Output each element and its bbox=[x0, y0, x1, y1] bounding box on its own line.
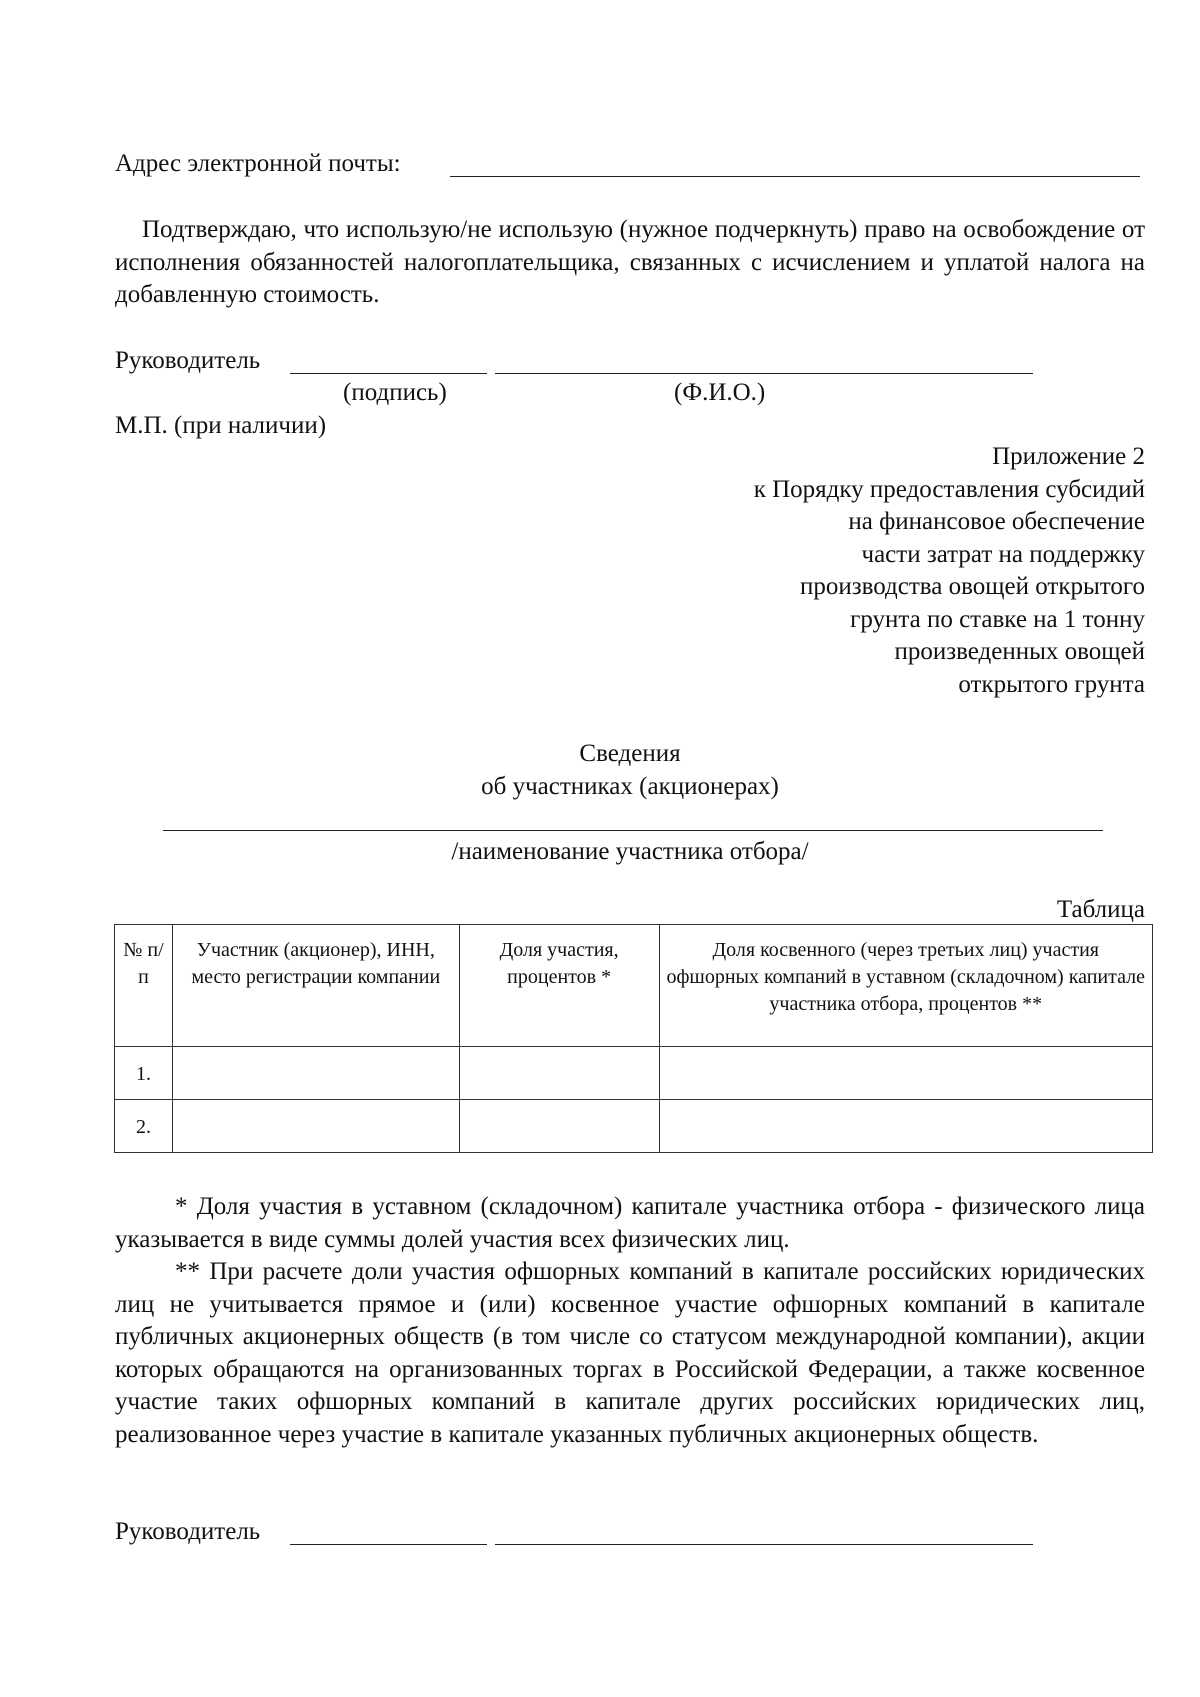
table-caption: Таблица bbox=[1056, 896, 1145, 923]
appendix-line: произведенных овощей bbox=[894, 638, 1145, 665]
appendix-line: открытого грунта bbox=[958, 670, 1145, 698]
name-line-top bbox=[495, 373, 1033, 374]
participants-table bbox=[114, 924, 1153, 1153]
appendix-line: грунта по ставке на 1 тонну bbox=[850, 605, 1145, 633]
email-label: Адрес электронной почты: bbox=[115, 150, 401, 177]
share-cell bbox=[459, 1100, 659, 1153]
participant-cell bbox=[172, 1100, 459, 1153]
offshore-share-cell bbox=[659, 1100, 1152, 1153]
signature-line-top bbox=[290, 373, 487, 374]
confirmation-paragraph: Подтверждаю, что использую/не использую (нужное подчеркнуть) право на освобождение от исполнения обязанностей налогоплательщика, связанных с исчислением и уплатой налога на добавленную стоимость. bbox=[115, 216, 1145, 308]
participant-cell bbox=[172, 1047, 459, 1100]
appendix-line: на финансовое обеспечение bbox=[848, 508, 1145, 535]
footnote-2: ** При расчете доли участия офшорных компаний в капитале российских юридических лиц не учитывается прямое и (или) косвенное участие офшорных компаний в капитале публичных акционерных обществ (в том числе со статусом международной компании), акции которых обращаются на организованных торгах в Российской Федерации, а также косвенное участие таких офшорных компаний в капитале других российских юридических лиц, реализованное через участие в капитале указанных публичных акционерных обществ. bbox=[115, 1258, 1145, 1448]
email-field-line bbox=[450, 176, 1140, 177]
column-header-share: Доля участия, процентов * bbox=[459, 925, 659, 1047]
footnote-1: * Доля участия в уставном (складочном) капитале участника отбора - физического лица указывается в виде суммы долей участия всех физических лиц. bbox=[115, 1193, 1145, 1253]
name-line-bottom bbox=[495, 1544, 1033, 1545]
table-row bbox=[115, 1100, 1153, 1153]
share-cell bbox=[459, 1047, 659, 1100]
column-header-participant: Участник (акционер), ИНН, место регистрации компании bbox=[172, 925, 459, 1047]
appendix-line: производства овощей открытого bbox=[800, 573, 1145, 600]
row-number: 1. bbox=[115, 1047, 173, 1100]
stamp-label: М.П. (при наличии) bbox=[115, 412, 327, 439]
participant-name-caption: /наименование участника отбора/ bbox=[451, 838, 809, 865]
column-header-offshore-share: Доля косвенного (через третьих лиц) участия офшорных компаний в уставном (складочном) капитале участника отбора, процентов ** bbox=[659, 925, 1152, 1047]
appendix-line: части затрат на поддержку bbox=[861, 540, 1145, 568]
table-row bbox=[115, 1047, 1153, 1100]
table-header-row bbox=[115, 925, 1153, 1047]
offshore-share-cell bbox=[659, 1047, 1152, 1100]
signature-line-bottom bbox=[290, 1544, 487, 1545]
name-caption: (Ф.И.О.) bbox=[674, 379, 766, 406]
document-title: Сведения bbox=[579, 740, 681, 767]
appendix-heading bbox=[754, 441, 1145, 701]
appendix-line: к Порядку предоставления субсидий bbox=[753, 475, 1145, 503]
appendix-line: Приложение 2 bbox=[992, 443, 1145, 470]
head-label-bottom: Руководитель bbox=[115, 1518, 261, 1545]
signature-caption: (подпись) bbox=[343, 379, 447, 406]
head-label-top: Руководитель bbox=[115, 347, 261, 374]
document-subtitle: об участниках (акционерах) bbox=[481, 773, 779, 800]
participant-name-line bbox=[163, 830, 1103, 831]
row-number: 2. bbox=[115, 1100, 173, 1153]
column-header-number: № п/п bbox=[115, 925, 173, 1047]
